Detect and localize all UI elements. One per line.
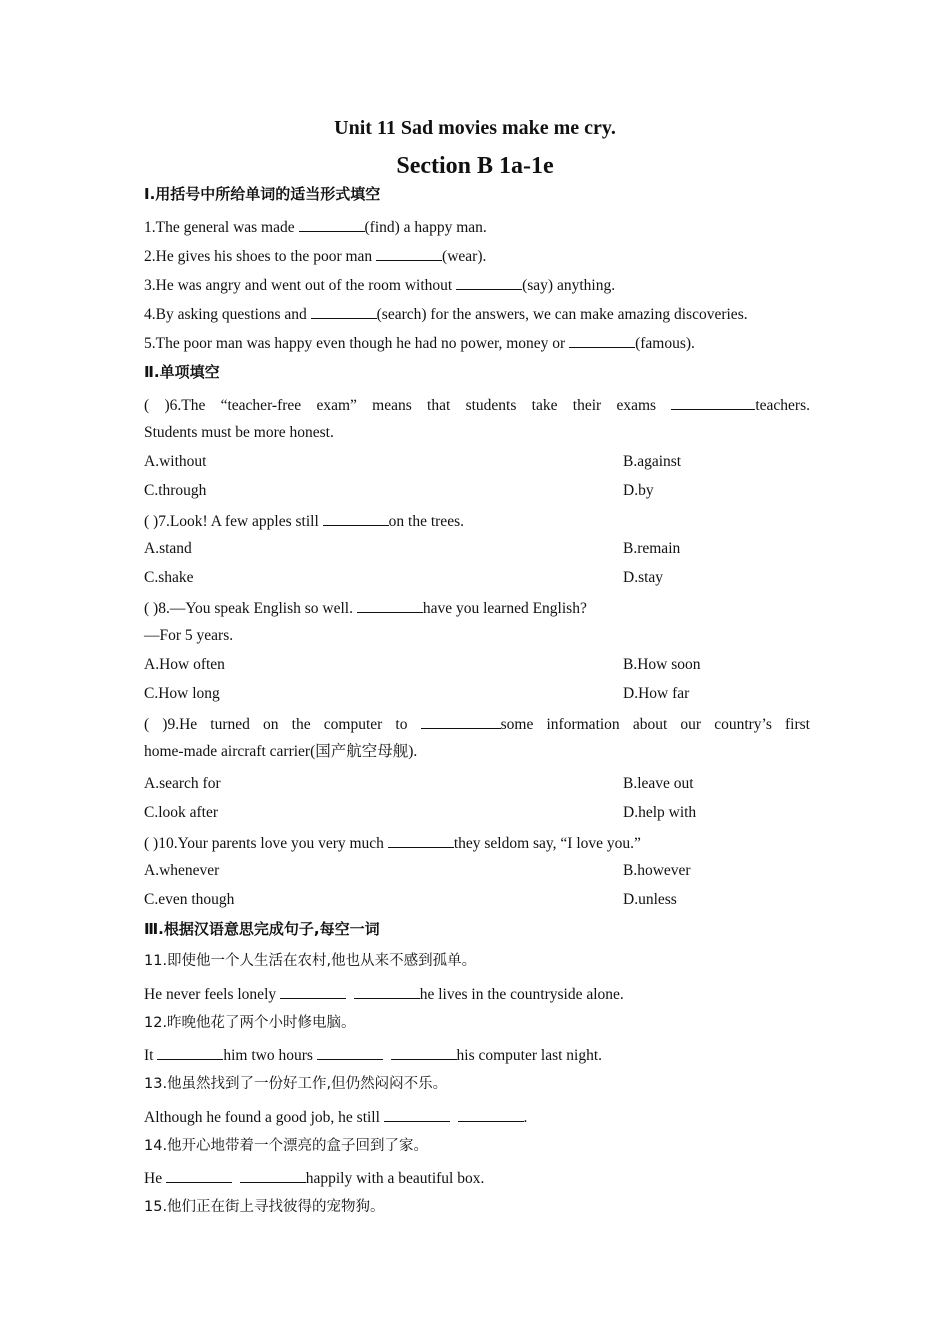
option-d[interactable]: D.by <box>623 482 654 499</box>
q10-options-row-1 <box>144 861 810 881</box>
option-b[interactable]: B.How soon <box>623 656 701 673</box>
option-d[interactable]: D.stay <box>623 569 664 586</box>
option-a[interactable]: A.How often <box>144 656 225 673</box>
section1-heading: Ⅰ.用括号中所给单词的适当形式填空 <box>144 185 381 203</box>
option-c[interactable]: C.shake <box>144 569 194 586</box>
answer-blank[interactable] <box>354 983 420 999</box>
option-c[interactable]: C.How long <box>144 685 220 702</box>
question-7: ( )7.Look! A few apples still on the trees. <box>144 510 810 532</box>
answer-blank[interactable] <box>384 1106 450 1122</box>
section1-item-2: 2.He gives his shoes to the poor man (wear). <box>144 245 810 267</box>
option-b[interactable]: B.however <box>623 862 691 879</box>
question-13-english: Although he found a good job, he still . <box>144 1106 810 1128</box>
option-b[interactable]: B.remain <box>623 540 681 557</box>
question-6: ( )6.The “teacher-free exam” means that students take their exams teachers. <box>144 394 810 416</box>
option-a[interactable]: A.search for <box>144 775 221 792</box>
section2-heading: Ⅱ.单项填空 <box>144 363 220 381</box>
option-b[interactable]: B.leave out <box>623 775 694 792</box>
question-10: ( )10.Your parents love you very much they seldom say, “I love you.” <box>144 832 810 854</box>
q8-options-row-1 <box>144 655 810 675</box>
answer-blank[interactable] <box>311 303 377 319</box>
question-6-continued: Students must be more honest. <box>144 424 334 441</box>
option-c[interactable]: C.look after <box>144 804 219 821</box>
question-11-chinese: 11.即使他一个人生活在农村,他也从来不感到孤单。 <box>144 953 477 969</box>
q8-options-row-2 <box>144 684 810 704</box>
question-8: ( )8.—You speak English so well. have you learned English? <box>144 597 810 619</box>
option-d[interactable]: D.unless <box>623 891 677 908</box>
answer-blank[interactable] <box>569 332 635 348</box>
q7-options-row-2 <box>144 568 810 588</box>
page-title: Unit 11 Sad movies make me cry. <box>334 117 616 139</box>
section1-item-5: 5.The poor man was happy even though he had no power, money or (famous). <box>144 332 810 354</box>
q9-options-row-2 <box>144 803 810 823</box>
q9-options-row-1 <box>144 774 810 794</box>
option-a[interactable]: A.without <box>144 453 207 470</box>
option-d[interactable]: D.help with <box>623 804 697 821</box>
answer-blank[interactable] <box>456 274 522 290</box>
q10-options-row-2 <box>144 890 810 910</box>
answer-blank[interactable] <box>458 1106 524 1122</box>
section1-item-1: 1.The general was made (find) a happy man. <box>144 216 810 238</box>
page-subtitle: Section B 1a-1e <box>396 153 554 179</box>
answer-blank[interactable] <box>421 713 501 729</box>
q7-options-row-1 <box>144 539 810 559</box>
answer-blank[interactable] <box>671 394 755 410</box>
q6-options-row-1 <box>144 452 810 472</box>
answer-blank[interactable] <box>388 832 454 848</box>
answer-blank[interactable] <box>157 1044 223 1060</box>
answer-blank[interactable] <box>391 1044 457 1060</box>
question-11-english: He never feels lonely he lives in the countryside alone. <box>144 983 810 1005</box>
option-a[interactable]: A.stand <box>144 540 192 557</box>
answer-blank[interactable] <box>299 216 365 232</box>
option-d[interactable]: D.How far <box>623 685 690 702</box>
answer-blank[interactable] <box>376 245 442 261</box>
answer-blank[interactable] <box>280 983 346 999</box>
question-9: ( )9.He turned on the computer to some information about our country’s first <box>144 713 810 735</box>
option-b[interactable]: B.against <box>623 453 682 470</box>
answer-blank[interactable] <box>323 510 389 526</box>
option-a[interactable]: A.whenever <box>144 862 220 879</box>
option-c[interactable]: C.even though <box>144 891 235 908</box>
option-c[interactable]: C.through <box>144 482 207 499</box>
question-12-english: It him two hours his computer last night. <box>144 1044 810 1066</box>
question-13-chinese: 13.他虽然找到了一份好工作,但仍然闷闷不乐。 <box>144 1076 448 1092</box>
question-8-continued: —For 5 years. <box>144 627 234 644</box>
section3-heading: Ⅲ.根据汉语意思完成句子,每空一词 <box>144 920 380 938</box>
section1-item-3: 3.He was angry and went out of the room without (say) anything. <box>144 274 810 296</box>
q6-options-row-2 <box>144 481 810 501</box>
answer-blank[interactable] <box>166 1167 232 1183</box>
question-12-chinese: 12.昨晚他花了两个小时修电脑。 <box>144 1015 356 1031</box>
answer-blank[interactable] <box>240 1167 306 1183</box>
question-14-english: He happily with a beautiful box. <box>144 1167 810 1189</box>
question-15-chinese: 15.他们正在街上寻找彼得的宠物狗。 <box>144 1199 385 1215</box>
section1-item-4: 4.By asking questions and (search) for the answers, we can make amazing discoveries. <box>144 303 810 325</box>
answer-blank[interactable] <box>357 597 423 613</box>
question-14-chinese: 14.他开心地带着一个漂亮的盒子回到了家。 <box>144 1138 429 1154</box>
question-9-continued: home-made aircraft carrier(国产航空母舰). <box>144 743 418 760</box>
answer-blank[interactable] <box>317 1044 383 1060</box>
